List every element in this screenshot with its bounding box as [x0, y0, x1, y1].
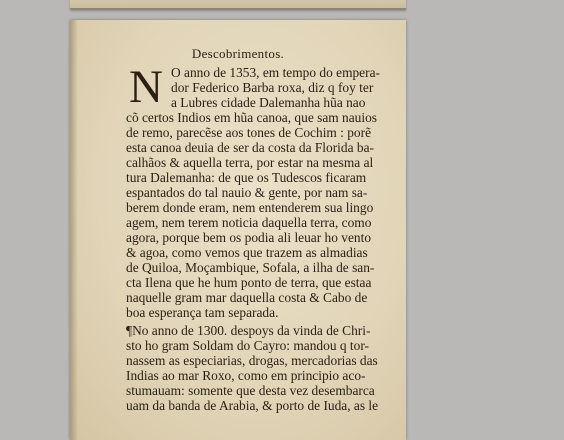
text-line: agora, porque bem os podia ali leuar ho vento [126, 230, 372, 245]
text-line: esta canoa deuia de ser da costa da Florida ba- [126, 140, 374, 155]
text-line: a Lubres cidade Dalemanha hũa nao [171, 95, 366, 110]
text-line: agem, nem terem noticia daquella terra, como [126, 215, 372, 230]
text-line: uam da banda de Arabia, & porto de Iuda, as le [126, 398, 379, 413]
text-line: nassem as especiarias, drogas, mercadorias das [126, 353, 378, 368]
text-line: Indias ao mar Roxo, como em principio aco- [126, 368, 366, 383]
text-line: naquelle gram mar daquella costa & Cabo de [126, 290, 368, 305]
text-line: espantados do tal nauio & gente, por nam sa- [126, 185, 368, 200]
text-line: O anno de 1353, em tempo do empera- [171, 65, 380, 80]
text-line: & agoa, como vemos que trazem as almadias [126, 245, 368, 260]
text-line: berem donde eram, nem entenderem sua lingo [126, 200, 374, 215]
text-line: sto ho gram Soldam do Cayro: mandou q tor- [126, 338, 369, 353]
text-line: stumauam: somente que desta vez desembarca [126, 383, 375, 398]
text-line: cõ certos Indios em hũa canoa, que sam nauios [126, 110, 377, 125]
previous-page-edge [70, 0, 406, 10]
text-line: tura Dalemanha: de que os Tudescos ficaram [126, 170, 367, 185]
text-line: dor Federico Barba roxa, diz q foy ter [171, 80, 374, 95]
drop-cap: N [129, 61, 163, 113]
text-line: de Quiloa, Moçambique, Sofala, a ilha de san- [126, 260, 375, 275]
page-gutter-shadow [70, 20, 78, 440]
text-line: boa esperança tam separada. [126, 305, 279, 320]
page-header: Descobrimentos. [191, 46, 285, 61]
text-line: cta Ilena que he hum ponto de terra, que estaa [126, 275, 372, 290]
book-page [70, 20, 406, 440]
text-line: calhãos & aquella terra, por estar na mesma al [126, 155, 374, 170]
text-line: ¶No anno de 1300. despoys da vinda de Chri- [126, 323, 371, 338]
text-line: de remo, parecẽse aos tones de Cochim : porẽ [126, 125, 372, 140]
